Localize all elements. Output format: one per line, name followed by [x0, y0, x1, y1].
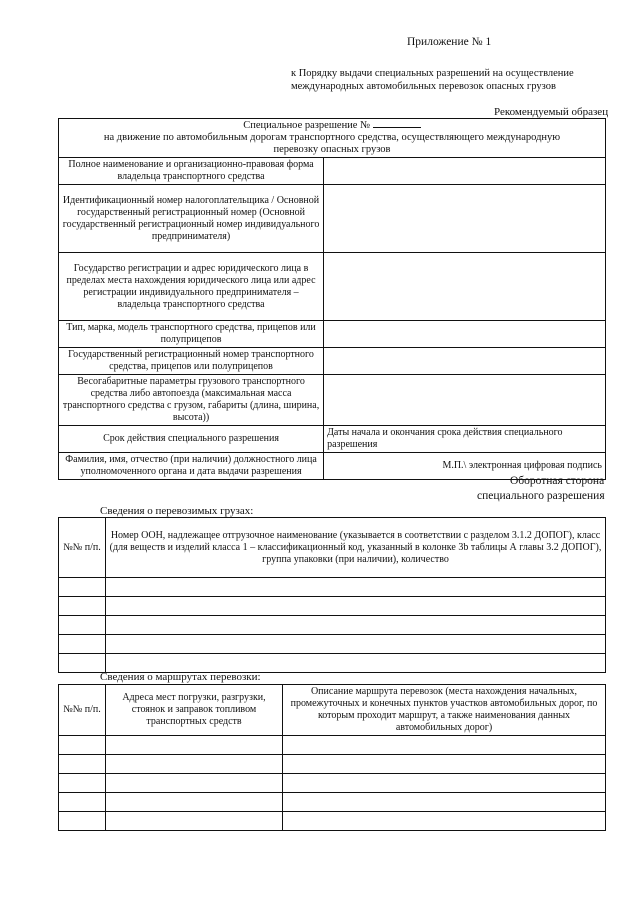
permit-title: Специальное разрешение №: [62, 120, 602, 132]
permit-row-label: Тип, марка, модель транспортного средства, прицепов или полуприцепов: [59, 321, 324, 348]
table-cell: [106, 635, 606, 654]
table-cell: [106, 774, 283, 793]
table-cell: [59, 736, 106, 755]
table-cell: [59, 616, 106, 635]
permit-row-label: Фамилия, имя, отчество (при наличии) должностного лица уполномоченного органа и дата выдачи разрешения: [59, 453, 324, 480]
permit-header-cell: [59, 119, 606, 158]
permit-row-label: Идентификационный номер налогоплательщика / Основной государственный регистрационный номер (Основной государственный регистрационный номер индивидуального предпринимателя): [59, 185, 324, 253]
table-cell: [106, 755, 283, 774]
permit-row-value: [324, 158, 606, 185]
routes-col-number: №№ п/п.: [59, 685, 106, 736]
permit-row-value: [324, 348, 606, 375]
table-cell: [106, 597, 606, 616]
order-reference-line2: международных автомобильных перевозок опасных грузов: [291, 81, 556, 92]
back-side-label-2: специального разрешения: [477, 490, 605, 502]
permit-subtitle-line1: на движение по автомобильным дорогам транспортного средства, осуществляющего международную: [103, 132, 561, 143]
cargo-col-description: Номер ООН, надлежащее отгрузочное наименование (указывается в соответствии с разделом 3.1.2 ДОПОГ), класс (для веществ и изделий класса 1 – классификационный код, указанный в колонке 3b таблицы А главы 3.2 ДОПОГ), группа упаковки (при наличии), количество: [106, 518, 606, 578]
table-cell: [283, 774, 606, 793]
permit-row-value: [324, 185, 606, 253]
table-cell: [59, 774, 106, 793]
permit-row-value: [324, 375, 606, 426]
permit-row-label: Полное наименование и организационно-правовая форма владельца транспортного средства: [59, 158, 324, 185]
routes-table: [58, 684, 606, 831]
permit-row-label: Срок действия специального разрешения: [59, 426, 324, 453]
table-cell: [59, 578, 106, 597]
table-cell: [59, 755, 106, 774]
order-reference-line1: к Порядку выдачи специальных разрешений на осуществление: [291, 68, 574, 79]
cargo-table: [58, 517, 606, 673]
permit-row-value: М.П.\ электронная цифровая подпись: [324, 453, 606, 480]
routes-col-description: Описание маршрута перевозок (места нахождения начальных, промежуточных и конечных пунктов участков автомобильных дорог, по которым проходит маршрут, а также наименования данных автомобильных дорог): [283, 685, 606, 736]
table-cell: [59, 654, 106, 673]
table-cell: [59, 812, 106, 831]
permit-row-value: Даты начала и окончания срока действия специального разрешения: [324, 426, 606, 453]
table-cell: [283, 812, 606, 831]
routes-section-title: Сведения о маршрутах перевозки:: [100, 671, 261, 683]
table-cell: [106, 578, 606, 597]
table-cell: [59, 597, 106, 616]
table-cell: [106, 654, 606, 673]
permit-row-label: Государство регистрации и адрес юридического лица в пределах места нахождения юридического лица или адрес регистрации индивидуального предпринимателя – владельца транспортного средства: [59, 253, 324, 321]
permit-row-value: [324, 321, 606, 348]
appendix-title: Приложение № 1: [407, 36, 492, 48]
permit-table: [58, 118, 606, 480]
table-cell: [283, 755, 606, 774]
permit-row-label: Государственный регистрационный номер транспортного средства, прицепов или полуприцепов: [59, 348, 324, 375]
cargo-col-number: №№ п/п.: [59, 518, 106, 578]
table-cell: [106, 793, 283, 812]
table-cell: [283, 793, 606, 812]
permit-row-value: [324, 253, 606, 321]
routes-col-addresses: Адреса мест погрузки, разгрузки, стоянок и заправок топливом транспортных средств: [106, 685, 283, 736]
cargo-section-title: Сведения о перевозимых грузах:: [100, 505, 254, 517]
permit-subtitle-line2: перевозку опасных грузов: [273, 144, 391, 155]
table-cell: [106, 812, 283, 831]
permit-row-label: Весогабаритные параметры грузового транспортного средства либо автопоезда (максимальная масса транспортного средства с грузом, габариты (длина, ширина, высота)): [59, 375, 324, 426]
order-reference: [291, 67, 591, 93]
table-cell: [106, 736, 283, 755]
recommended-sample-label: Рекомендуемый образец: [494, 106, 609, 118]
table-cell: [59, 793, 106, 812]
table-cell: [106, 616, 606, 635]
table-cell: [59, 635, 106, 654]
table-cell: [283, 736, 606, 755]
back-side-label: Оборотная сторона: [510, 475, 605, 487]
